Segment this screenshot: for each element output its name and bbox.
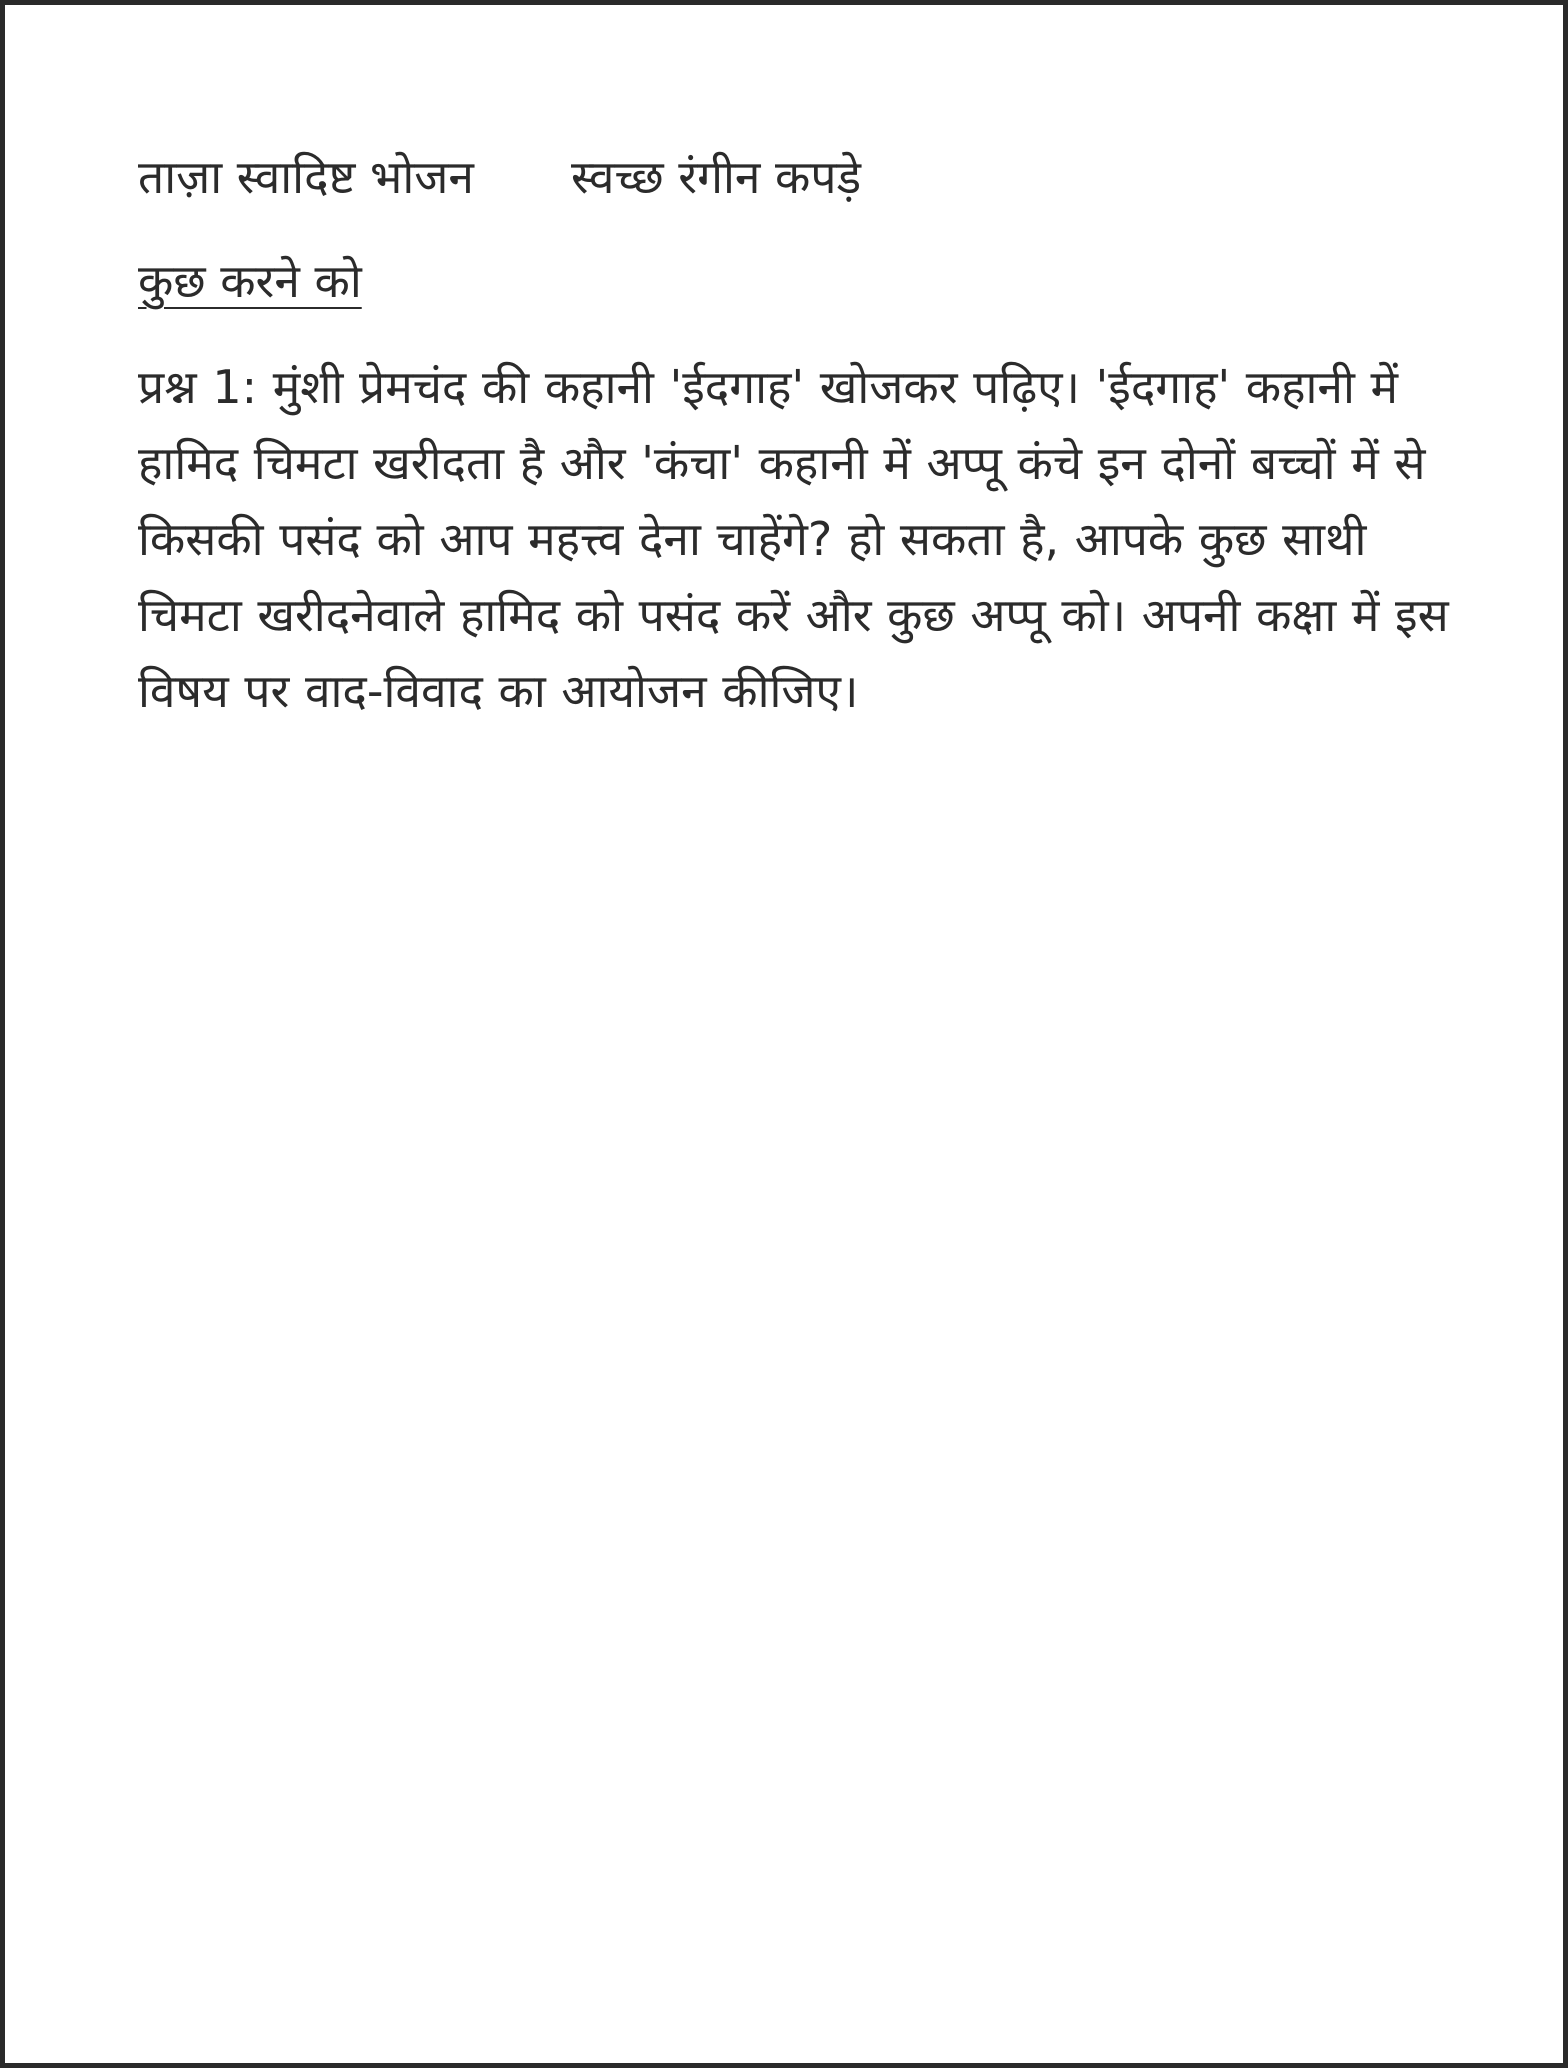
option-item: स्वच्छ रंगीन कपड़े (571, 150, 862, 204)
option-item: ताज़ा स्वादिष्ट भोजन (138, 150, 474, 204)
page-content (138, 145, 1458, 775)
question-paragraph: प्रश्न 1: मुंशी प्रेमचंद की कहानी 'ईदगाह' खोजकर पढ़िए। 'ईदगाह' कहानी में हामिद चिमटा खरीदता है और 'कंचा' कहानी में अप्पू कंचे इन दोनों बच्चों में से किसकी पसंद को आप महत्त्व देना चाहेंगे? हो सकता है, आपके कुछ साथी चिमटा खरीदनेवाले हामिद को पसंद करें और कुछ अप्पू को। अपनी कक्षा में इस विषय पर वाद-विवाद का आयोजन कीजिए। (138, 360, 1449, 718)
section-heading: कुछ करने को (138, 254, 362, 308)
options-row (138, 145, 1458, 209)
